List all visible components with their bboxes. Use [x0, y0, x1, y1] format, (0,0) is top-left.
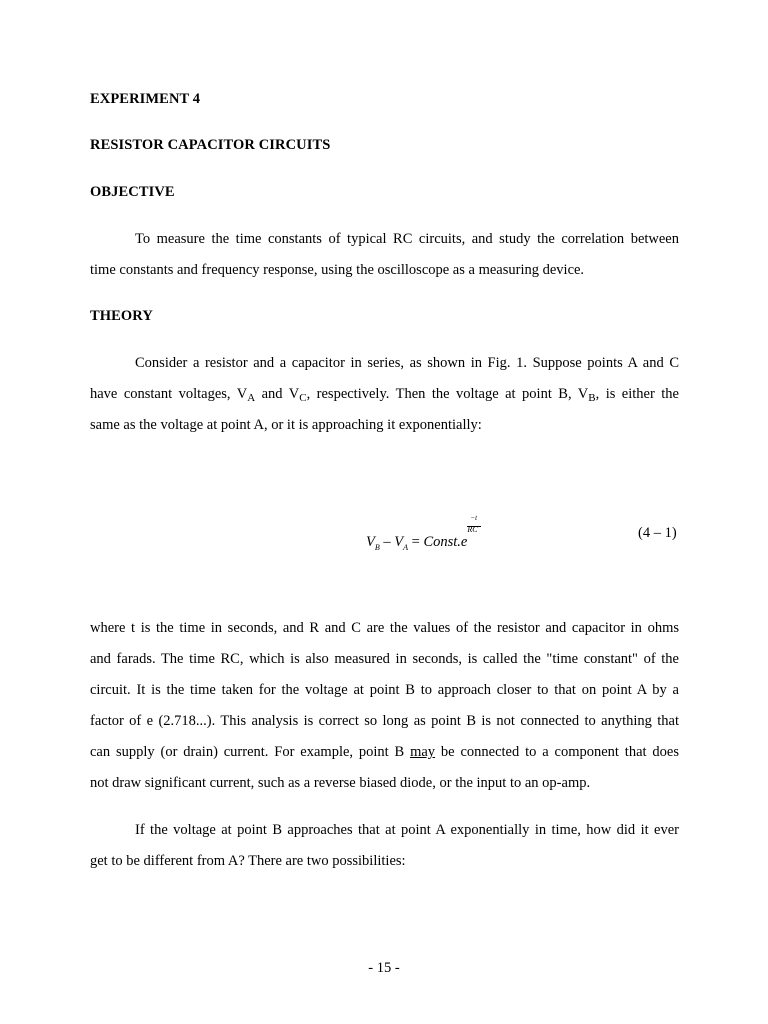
eq-exponent [467, 514, 483, 542]
eq-v-a: V [394, 534, 404, 550]
theory-para1-line-2 [90, 386, 679, 403]
theory-para2-line-3: circuit. It is the time taken for the voltage at point B to approach closer to that on point A by a [90, 682, 679, 698]
objective-heading: OBJECTIVE [90, 184, 175, 200]
subscript-b: B [588, 392, 596, 404]
theory-para3-line-2: get to be different from A? There are two possibilities: [90, 853, 406, 869]
eq-minus: – [379, 534, 395, 550]
text-run: and V [255, 386, 300, 402]
theory-para2-line-6: not draw significant current, such as a reverse biased diode, or the input to an op-amp. [90, 775, 591, 791]
equation-number: (4 – 1) [638, 525, 677, 541]
theory-heading: THEORY [90, 308, 153, 324]
eq-const-e: Const.e [423, 534, 468, 550]
text-run: can supply (or drain) current. For example, point B [90, 744, 411, 760]
page-number: - 15 - [368, 960, 400, 976]
eq-v-a-subscript: A [403, 543, 408, 552]
theory-para2-line-1: where t is the time in seconds, and R and C are the values of the resistor and capacitor in ohms [90, 620, 679, 636]
experiment-title: EXPERIMENT 4 [90, 91, 201, 107]
text-run: , is either the [595, 386, 679, 402]
theory-para2-line-2: and farads. The time RC, which is also measured in seconds, is called the "time constant" of the [90, 651, 679, 667]
theory-para2-line-5 [90, 744, 679, 761]
theory-para2-line-4: factor of e (2.718...). This analysis is correct so long as point B is not connected to anything that [90, 713, 679, 729]
eq-exponent-denominator: RC [467, 525, 478, 534]
theory-para3-line-1: If the voltage at point B approaches that at point A exponentially in time, how did it ever [135, 822, 679, 838]
eq-v-b: V [366, 534, 375, 550]
theory-para1-line-1: Consider a resistor and a capacitor in series, as shown in Fig. 1. Suppose points A and C [135, 355, 679, 371]
objective-line-1: To measure the time constants of typical RC circuits, and study the correlation between [135, 231, 679, 247]
underlined-word: may [410, 744, 436, 760]
subscript-c: C [299, 392, 307, 404]
theory-para1-line-3: same as the voltage at point A, or it is approaching it exponentially: [90, 417, 482, 433]
eq-exponent-numerator: −t [470, 514, 478, 522]
eq-v-b-subscript: B [374, 543, 380, 552]
text-run: have constant voltages, V [90, 386, 248, 402]
equation-4-1 [366, 514, 483, 552]
text-run: , respectively. Then the voltage at point B, V [306, 386, 589, 402]
experiment-subtitle: RESISTOR CAPACITOR CIRCUITS [90, 137, 331, 153]
subscript-a: A [247, 392, 256, 404]
objective-line-2: time constants and frequency response, using the oscilloscope as a measuring device. [90, 262, 585, 278]
eq-equals: = [408, 534, 424, 550]
text-run: be connected to a component that does [435, 744, 679, 760]
